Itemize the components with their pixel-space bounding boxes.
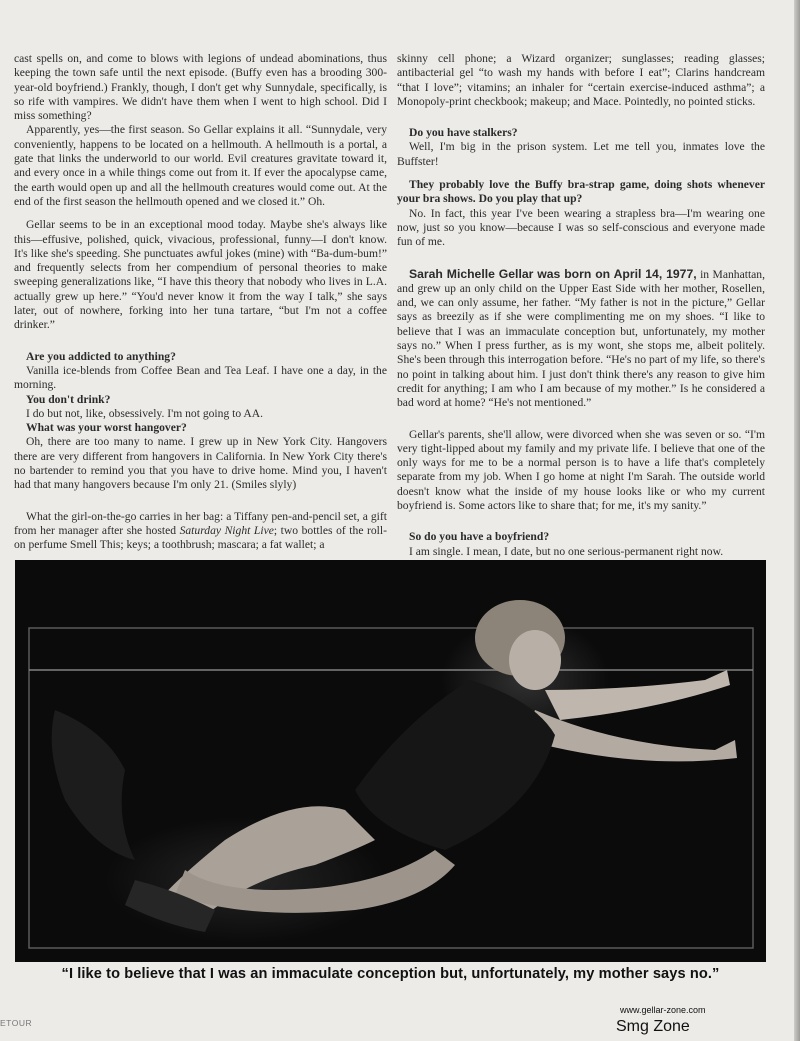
answer-addicted: Vanilla ice-blends from Coffee Bean and Tea Leaf. I have one a day, in the morning. [14,363,387,392]
born-text: in Manhattan, and grew up an only child on the Upper East Side with her mother, Rosellen, and, we can only assume, her father. “My father is not in the picture,” Gellar says as breezily as if she were complimenting me on my shoes. “I like to believe that I was an immaculate conception but, unfortunately, my mother says no.” When I press further, as is my wont, she stops me, albeit politely. She's been through this interrogation before. “He's no part of my life, so there's no point in talking about him. I just don't think there's any reason to give him credit for anything; I am who I am because of my mother.” Is he considered a bad word at home? “He's not mentioned.” [397,267,766,410]
answer-drink: I do but not, like, obsessively. I'm not going to AA. [26,406,264,420]
born-lead-in: Sarah Michelle Gellar was born on April 14, 1977, [409,266,697,281]
bag-text-start: What the girl-on-the-go carries in her bag: a Tiffany pen-and-pencil set, a gift from her manager after she hosted [14,509,387,537]
pull-quote: “I like to believe that I was an immaculate conception but, unfortunately, my mother says no.” [61,966,720,982]
photo-illustration [15,560,766,962]
bag-text-end: ; two bottles of the roll-on perfume Smell This; keys; a toothbrush; mascara; a fat wallet; a [14,523,387,552]
question-addicted: Are you addicted to anything? [26,349,176,363]
left-paragraph-1: cast spells on, and come to blows with legions of undead abominations, thus keeping the town safe until the next episode. (Buffy even has a brooding 300-year-old boyfriend.) Frankly, though, I don't get why Sunnydale, specifically, is so rife with vampires. We didn't have them when I went to high school. Did I miss something? [14,52,387,123]
dress-shape [355,680,555,850]
question-bra-strap: They probably love the Buffy bra-strap game, doing shots whenever your bra shows. Do you play that up? [397,178,765,206]
answer-boyfriend: I am single. I mean, I date, but no one serious-permanent right now. [409,544,724,558]
question-drink: You don't drink? [26,392,111,406]
folio: ETOUR [0,1018,33,1028]
right-paragraph-born [397,267,765,411]
answer-stalkers: Well, I'm big in the prison system. Let me tell you, inmates love the Buffster! [397,140,765,168]
bag-text-italic: Saturday Night Live [179,523,274,537]
stocking-left [52,710,135,860]
question-hangover: What was your worst hangover? [26,421,187,435]
question-stalkers: Do you have stalkers? [409,126,518,140]
answer-hangover: Oh, there are too many to name. I grew up in New York City. Hangovers there are very different from hangovers in California. In New York City there's no bartender to remind you that you have to drive home. Mind you, I haven't had that many hangovers because I'm only 21. (Smiles slyly) [14,435,387,492]
right-column [397,52,765,573]
watermark-url[interactable]: www.gellar-zone.com [620,1005,706,1015]
left-column [14,52,387,553]
arm-lower [525,710,737,761]
right-paragraph-1: skinny cell phone; a Wizard organizer; sunglasses; reading glasses; antibacterial gel “to wash my hands with before I eat”; Clarins handcream “that I love”; vitamins; an inhaler for “certain exercise-induced asthma”; a Monopoly-print checkbook; makeup; and Mace. Pointedly, no pointed sticks. [397,52,765,108]
left-paragraph-bag [14,510,387,553]
arm-upper [545,670,730,720]
question-boyfriend: So do you have a boyfriend? [409,530,550,544]
page-edge [794,0,800,1041]
face-shape [509,630,561,690]
left-paragraph-3: Gellar seems to be in an exceptional mood today. Maybe she's always like this—effusive, polished, quick, vivacious, professional, funny—I don't know. It's like she's speeding. She punctuates awful jokes (mine) with “Ba-dum-bum!” and frequently selects from her compendium of personal theories to make sweeping generalizations like, “I have this theory that nobody who lives in L.A. actually grew up here.” “You'd never know it from the way I talk,” she says later, out of nowhere, forking into her tuna tartare, “but I'm not a coffee drinker.” [14,218,387,332]
watermark-title: Smg Zone [616,1018,690,1035]
answer-bra-strap: No. In fact, this year I've been wearing a strapless bra—I'm wearing one now, just so you know—because I was so self-conscious and everyone made fun of me. [397,206,765,249]
left-paragraph-2: Apparently, yes—the first season. So Gellar explains it all. “Sunnydale, very conveniently, happens to be located on a hellmouth. A hellmouth is a portal, a gate that links the underworld to our world. Evil creatures gravitate toward it, and every once in a while things come out from it. If ever the apocalypse came, the earth would open up and all the hellmouth creatures would come out. At the end of the first season the hellmouth opened and we closed it.” Oh. [14,123,387,208]
photo [15,560,766,962]
right-paragraph-parents: Gellar's parents, she'll allow, were divorced when she was seven or so. “I'm very tight-lipped about my family and my private life. I believe that one of the only ways for me to be a normal person is to have a life that's completely separate from my job. When I go home at night I'm Sarah. The outside world doesn't know what the inside of my house looks like or who my current boyfriend is. Some actors like to share that; for me, it's my sanity.” [397,427,765,513]
